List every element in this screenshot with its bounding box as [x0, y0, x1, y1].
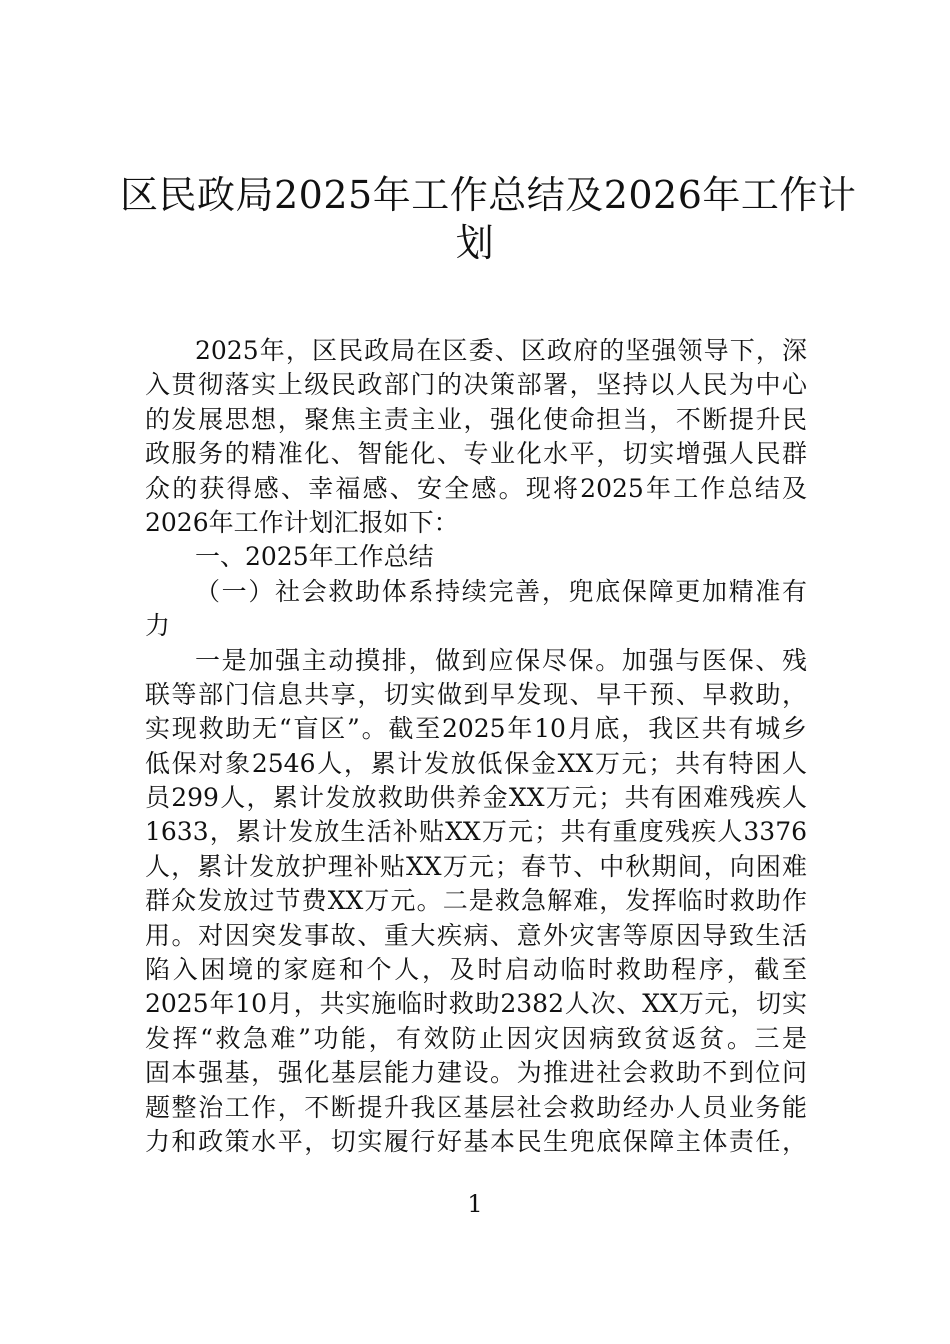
document-body	[145, 334, 807, 1159]
body-line: 2025年，区民政局在区委、区政府的坚强领导下，深	[195, 336, 807, 365]
body-line: 实现救助无“盲区”。截至2025年10月底，我区共有城乡	[145, 714, 807, 744]
page-number: 1	[467, 1190, 483, 1218]
body-line: 用。对因突发事故、重大疾病、意外灾害等原因导致生活	[145, 920, 807, 950]
body-line: 陷入困境的家庭和个人，及时启动临时救助程序，截至	[145, 955, 807, 985]
body-line: 的发展思想，聚焦主责主业，强化使命担当，不断提升民	[145, 404, 807, 434]
body-line: 政服务的精准化、智能化、专业化水平，切实增强人民群	[145, 439, 807, 469]
body-line: （一）社会救助体系持续完善，兜底保障更加精准有	[195, 576, 807, 606]
body-line: 人，累计发放护理补贴XX万元；春节、中秋期间，向困难	[145, 851, 807, 881]
body-line: 一、2025年工作总结	[195, 542, 434, 572]
body-line: 2025年10月，共实施临时救助2382人次、XX万元，切实	[145, 989, 807, 1019]
body-line: 众的获得感、幸福感、安全感。现将2025年工作总结及	[145, 473, 807, 503]
body-line: 联等部门信息共享，切实做到早发现、早干预、早救助，	[145, 679, 807, 709]
body-line: 员299人，累计发放救助供养金XX万元；共有困难残疾人	[145, 783, 807, 813]
body-line: 题整治工作，不断提升我区基层社会救助经办人员业务能	[145, 1092, 807, 1122]
body-line: 一是加强主动摸排，做到应保尽保。加强与医保、残	[195, 645, 807, 675]
document-title-line-1: 区民政局2025年工作总结及2026年工作计	[120, 173, 857, 217]
body-line: 力	[145, 611, 171, 641]
document-title-line-2: 划	[455, 221, 495, 265]
body-line: 1633，累计发放生活补贴XX万元；共有重度残疾人3376	[145, 817, 807, 847]
body-line: 2026年工作计划汇报如下：	[145, 507, 459, 537]
body-line: 力和政策水平，切实履行好基本民生兜底保障主体责任，	[145, 1126, 807, 1156]
body-line: 发挥“救急难”功能，有效防止因灾因病致贫返贫。三是	[145, 1023, 807, 1053]
body-line: 低保对象2546人，累计发放低保金XX万元；共有特困人	[145, 748, 807, 778]
body-line: 群众发放过节费XX万元。二是救急解难，发挥临时救助作	[145, 886, 807, 916]
body-line: 固本强基，强化基层能力建设。为推进社会救助不到位问	[145, 1058, 807, 1088]
body-line: 入贯彻落实上级民政部门的决策部署，坚持以人民为中心	[145, 370, 807, 400]
